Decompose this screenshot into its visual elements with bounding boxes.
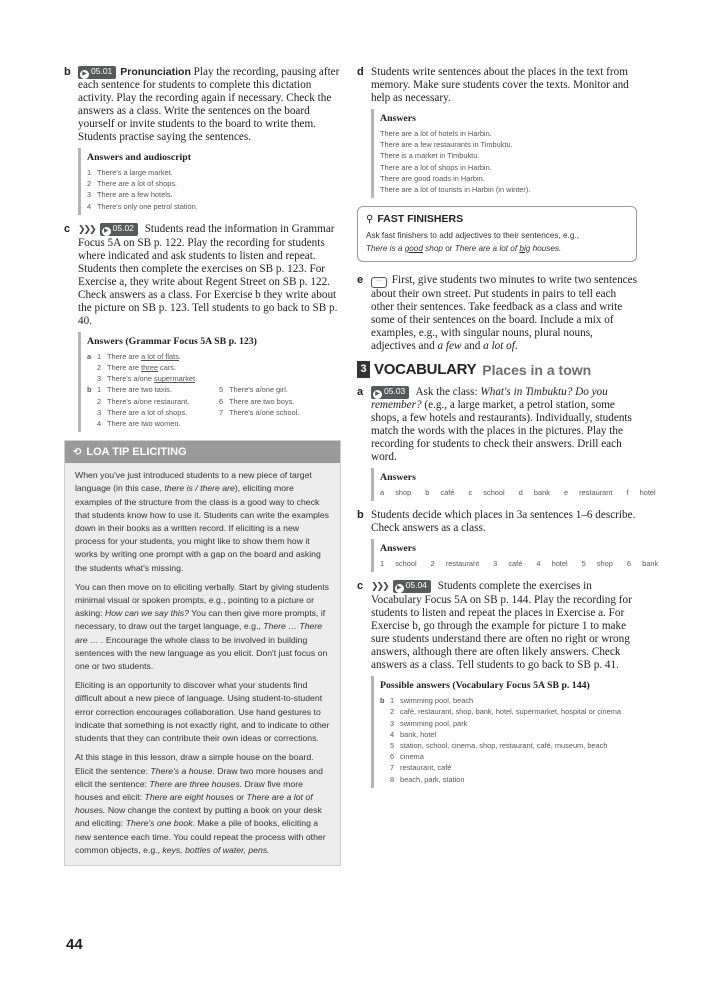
exercise-e <box>357 274 637 353</box>
answer-item: e restaurant <box>563 488 613 498</box>
loa-paragraph: Eliciting is an opportunity to discover what your students find difficult about a new piece of language. Using student-to-student error correction encourages collaboration. Use hand gestures to indicate that something is not exactly right, and to indicate to other students that they can contribute their own ideas or corrections. <box>75 680 330 744</box>
answer-line: 1 swimming pool, beach <box>390 696 474 706</box>
answer-item: 2 restaurant <box>430 559 480 569</box>
answer-line: 1 There are a lot of flats. <box>97 351 181 361</box>
section-number: 3 <box>357 361 370 378</box>
answers-box: Possible answers (Vocabulary Focus 5A SB p. 144) b 1 swimming pool, beach 2 café, restaurant, shop, bank, hotel, supermarket, hospital or cinema 3 swimming pool, park 4 bank, hotel 5 station, school, cinema, shop, restaurant, café, museum, beach 6 cinema 7 restaurant, café 8 beach, park, station <box>371 676 637 788</box>
fast-finishers-title: ⚲ FAST FINISHERS <box>366 213 464 226</box>
answers-heading: Answers and audioscript <box>87 152 191 163</box>
page-number: 44 <box>66 936 83 953</box>
audio-track-badge[interactable]: ▶ 05.03 <box>371 386 409 399</box>
vocab-exercise-c <box>357 580 637 788</box>
answer-line: 3 There are a lot of shops. <box>97 407 188 417</box>
answer-line: 7 restaurant, café <box>390 763 452 773</box>
answer-item: d bank <box>518 488 550 498</box>
loa-tip-header: ⟲ LOA TIP ELICITING <box>65 441 340 463</box>
speech-bubble-icon: ··· <box>371 277 387 288</box>
answer-item: c school <box>468 488 505 498</box>
answer-line: 4 There's only one petrol station. <box>87 201 198 211</box>
lightbulb-icon: ⚲ <box>366 214 374 226</box>
answers-heading: Answers <box>380 472 416 484</box>
answer-line: 2 café, restaurant, shop, bank, hotel, supermarket, hospital or cinema <box>390 707 622 717</box>
answer-line: 3 swimming pool, park <box>390 718 468 728</box>
answer-line: 3 There are a few hotels. <box>87 190 173 200</box>
exercise-title: Pronunciation <box>120 66 191 78</box>
exercise-letter: b <box>357 509 364 522</box>
exercise-text: First, give students two minutes to write two sentences about their own street. Put students in pairs to tell each other their sentences. Take feedback as a class and write some of their sentences on the board. Include a mix of examples, e.g., with singular nouns, plural nouns, adjectives and a few and a lot of. <box>371 274 637 353</box>
play-icon: ▶ <box>102 227 111 236</box>
answer-line: 2 There are three cars. <box>97 363 177 373</box>
answers-inline <box>380 558 659 569</box>
chevrons-icon: ❯❯❯ <box>371 582 388 593</box>
exercise-text: Play the recording, pausing after each sentence for students to complete this dictation activity. Play the recording again if necessary. Check the answers as a class. Write the sentences on the board yourself or invite students to the board to write them. Students practise saying the sentences. <box>78 66 340 143</box>
answer-item: 4 hotel <box>536 559 568 569</box>
loa-paragraph: When you've just introduced students to a new piece of target language (in this case, there is / there are), eliciting more examples of the structure from the class is a good way to check that students know how to use it. Students can write the examples down in their books as a written record. If eliciting is a new process for your students, you might like to show them how it works by writing one prompt with a gap on the board and asking the students what's missing. <box>75 470 330 573</box>
answer-line: 4 bank, hotel <box>390 729 437 739</box>
right-column <box>357 66 659 796</box>
answer-line: 5 There's a/one girl. <box>219 385 288 395</box>
answer-line: 4 There are two women. <box>97 419 181 429</box>
audio-track-badge[interactable]: ▶ 05.04 <box>393 580 431 593</box>
section-title: VOCABULARY <box>374 361 477 379</box>
answer-item: f hotel <box>626 488 656 498</box>
answers-heading: Answers (Grammar Focus 5A SB p. 123) <box>87 335 257 347</box>
answers-part-b: b 1 There are two taxis. 2 There's a/one restaurant. 3 There are a lot of shops. 4 There are two women. 5 There's a/one girl. 6 There are two boys. 7 There's a/one school. <box>87 384 341 429</box>
play-icon: ▶ <box>80 70 89 79</box>
answers-heading: Answers <box>380 543 416 555</box>
answer-item: 5 shop <box>581 559 613 569</box>
exercise-letter: d <box>357 66 364 78</box>
answer-line: 8 beach, park, station <box>390 774 465 784</box>
answers-box <box>78 148 341 215</box>
exercise-c-grammar <box>64 223 341 432</box>
answers-box <box>371 468 656 501</box>
exercise-letter: e <box>357 274 364 287</box>
answers-box <box>371 109 637 198</box>
loa-tip-box <box>64 440 341 866</box>
answer-line: 3 There's a/one supermarket. <box>97 374 198 384</box>
cycle-icon: ⟲ <box>73 447 82 459</box>
exercise-text: Students complete the exercises in Vocabulary Focus 5A on SB p. 144. Play the recording for students to listen and repeat the places in Exercise a. For Exercise b, go through the example for picture 1 to make sure students understand there are often no right or wrong answers, although there are often likely answers. Check answers as a class. Tell students to go back to SB p. 41. <box>371 580 632 672</box>
play-icon: ▶ <box>395 584 404 593</box>
exercise-text: Students decide which places in 3a sentences 1–6 describe. Check answers as a class. <box>371 509 636 535</box>
answer-line: 2 There are a lot of shops. <box>87 179 178 189</box>
exercise-letter: c <box>357 580 364 593</box>
exercise-b-pronunciation <box>64 66 341 215</box>
exercise-letter: b <box>64 66 71 78</box>
answer-item: b café <box>425 488 455 498</box>
answer-item: a shop <box>380 488 412 498</box>
left-column <box>64 66 341 866</box>
answer-line: 7 There's a/one school. <box>219 407 300 417</box>
exercise-letter: a <box>357 386 364 399</box>
exercise-text: Ask the class: What's in Timbuktu? Do you remember? (e.g., a large market, a petrol station, some shops, a few hotels and restaurants). Individually, students match the words with the places in the pictures. Play the recording for students to check their answers. Drill each word. <box>371 386 632 464</box>
answer-line: 5 station, school, cinema, shop, restaurant, café, museum, beach <box>390 741 608 751</box>
answer-line: There are a lot of shops in Harbin. <box>380 162 492 172</box>
answers-inline <box>380 487 656 498</box>
exercise-text: Students read the information in Grammar Focus 5A on SB p. 122. Play the recording for students where indicated and ask students to listen and repeat. Students then complete the exercises on SB p. 123. For Exercise a, they write about Regent Street on SB p. 122. Check answers as a class. For Exercise b they write about the picture on SB p. 123. Tell students to go back to SB p. 40. <box>78 222 338 327</box>
answer-line: There are good roads in Harbin. <box>380 173 485 183</box>
exercise-letter: c <box>64 222 71 235</box>
answer-line: 6 cinema <box>390 752 424 762</box>
answer-item: 3 café <box>493 559 523 569</box>
answer-line: There are a few restaurants in Timbuktu. <box>380 140 513 150</box>
loa-paragraph: You can then move on to eliciting verbally. Start by giving students minimal visual or spoken prompts, e.g., pointing to a picture or asking: How can we say this? You can then give more prompts, if necessary, to draw out the target language, e.g., There … There are … . Encourage the whole class to be involved in building sentences with the new language as you elicit. Don't just focus on one or two students. <box>75 581 330 672</box>
section-heading <box>357 361 637 378</box>
answer-item: 1 school <box>380 559 417 569</box>
answers-box <box>78 332 341 432</box>
vocab-exercise-b <box>357 509 659 572</box>
exercise-d <box>357 66 637 198</box>
loa-tip-body <box>65 463 340 865</box>
answer-line: 1 There are two taxis. <box>97 385 172 395</box>
fast-finishers-text: Ask fast finishers to add adjectives to their sentences, e.g., There is a good shop or There are a lot of big houses. <box>366 231 579 253</box>
answer-line: 6 There are two boys. <box>219 396 295 406</box>
section-subtitle: Places in a town <box>482 361 592 378</box>
loa-paragraph: At this stage in this lesson, draw a simple house on the board. Elicit the sentence: There's a house. Draw two more houses and elicit the sentence: There are three houses. Draw five more houses and elicit: There are eight houses or There are a lot of houses. Now change the context by putting a book on your desk and eliciting: There's one book. Make a pile of books, eliciting a new sentence each time. You could repeat the process with other common objects, e.g., keys, bottles of water, pens. <box>75 752 326 855</box>
play-icon: ▶ <box>373 390 382 399</box>
answers-box <box>371 539 659 572</box>
answers-part-a: a 1 There are a lot of flats. 2 There are three cars. 3 There's a/one supermarket. <box>87 351 341 385</box>
fast-finishers-box <box>357 206 637 262</box>
answers-heading: Answers <box>380 113 416 124</box>
answer-line: There are a lot of hotels in Harbin. <box>380 129 492 138</box>
exercise-text: Students write sentences about the places in the text from memory. Make sure students cover the texts. Monitor and help as necessary. <box>371 66 629 104</box>
answer-line: 1 There's a large market. <box>87 168 173 177</box>
answer-item: 6 bank <box>626 559 659 569</box>
audio-track-badge[interactable]: ▶ 05.02 <box>100 223 138 236</box>
answers-heading: Possible answers (Vocabulary Focus 5A SB p. 144) <box>380 680 590 692</box>
audio-track-badge[interactable]: ▶ 05.01 <box>78 66 116 79</box>
chevrons-icon: ❯❯❯ <box>78 224 95 235</box>
answer-line: There are a lot of tourists in Harbin (in winter). <box>380 185 531 195</box>
answer-line: 2 There's a/one restaurant. <box>97 396 190 406</box>
answer-line: There is a market in Timbuktu. <box>380 151 480 161</box>
vocab-exercise-a <box>357 386 656 501</box>
